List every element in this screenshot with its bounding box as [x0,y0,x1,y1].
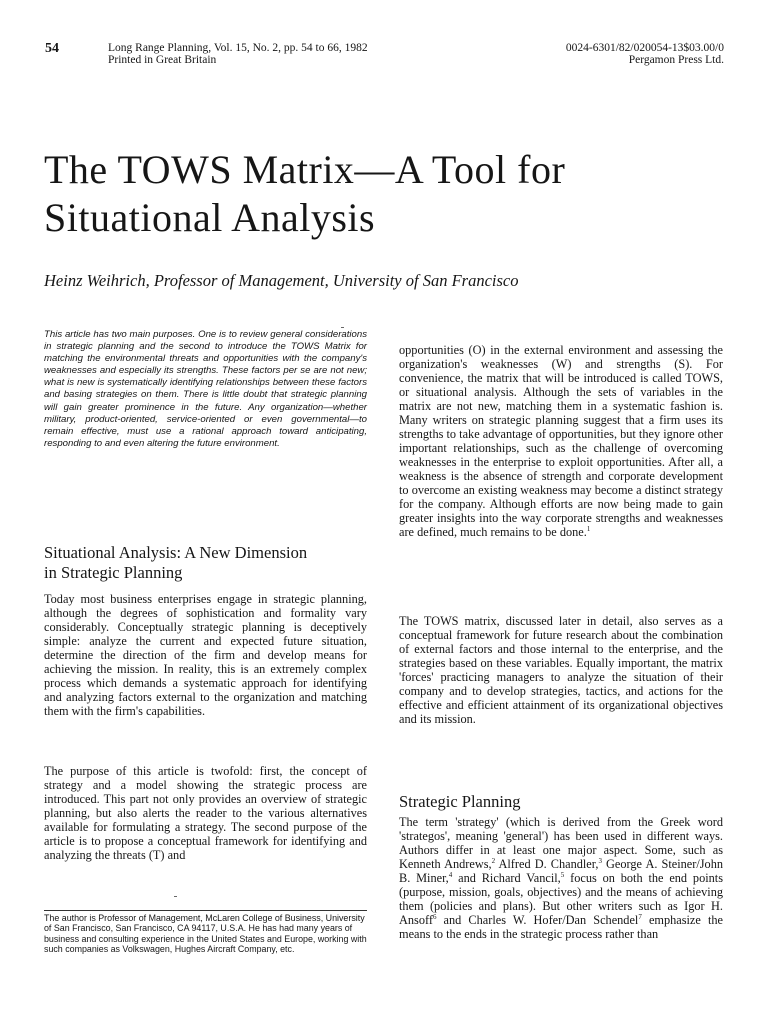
author-affiliation: Professor of Management, University of San Francisco [153,271,519,290]
text-run: emphasize the means to the ends in the strategic process rather than [399,913,723,941]
publisher-line: Pergamon Press Ltd. [628,54,724,66]
title-line-2: Situational Analysis [44,195,376,240]
text-run: George A. Steiner/John B. Miner, [399,857,723,885]
journal-line: Long Range Planning, Vol. 15, No. 2, pp. 54 to 66, 1982 [108,42,368,54]
abstract: This article has two main purposes. One is to review general considerations in strategic planning and the second to introduce the TOWS Matrix for matching the environmental threats and opportunities with the company's weaknesses and especially its strengths. These factors per se are not new; what is new is systematically identifying relationships between these factors and basing strategies on them. There is little doubt that strategic planning will gain greater prominence in the future. Any organization—whether military, product-oriented, service-oriented or even governmental—to remain effective, must use a rational approach toward anticipating, responding to and even altering the future environment. [44,329,367,449]
reference-marker: 7 [638,912,642,921]
paragraph-article-purpose: The purpose of this article is twofold: first, the concept of strategy and a model showing the strategic process are introduced. This part not only provides an overview of strategic planning, but also alerts the reader to the various alternatives available for formulating a strategy. The second purpose of the article is to propose a conceptual framework for identifying and analyzing the threats (T) and [44,764,367,862]
author-name: Heinz Weihrich, [44,271,150,290]
text-run: and Richard Vancil, [452,871,561,885]
margin-mark [174,896,177,897]
reference-marker: 4 [448,870,453,879]
code-line: 0024-6301/82/020054-13$03.00/0 [565,42,724,54]
printed-line: Printed in Great Britain [108,54,217,66]
title-line-1: The TOWS Matrix—A Tool for [44,147,566,192]
reference-marker: 3 [598,856,602,865]
page-number: 54 [45,41,59,56]
margin-mark [341,327,344,328]
journal-citation [108,42,368,66]
reference-marker: 1 [586,524,591,533]
author-byline [44,271,744,291]
publisher-info [566,42,724,66]
reference-marker: 2 [491,856,496,865]
article-title [44,146,744,242]
footnote-divider [44,910,367,911]
section-heading-strategic-planning: Strategic Planning [399,792,521,811]
author-footnote: The author is Professor of Management, McLaren College of Business, University of San Francisco, San Francisco, CA 94117, U.S.A. He has had many years of business and consulting experience in the United States and Europe, working with such companies as Volkswagen, Hughes Aircraft Company, etc. [44,913,367,955]
paragraph-strategic-planning-intro: Today most business enterprises engage in strategic planning, although the degrees of sophistication and formality vary considerably. Conceptually strategic planning is deceptively simple: analyze the current and expected future situation, determine the direction of the firm and develop means for achieving the mission. In reality, this is an extremely complex process which demands a systematic approach for identifying and analyzing factors external to the organization and matching them with the firm's capabilities. [44,592,367,718]
paragraph-strategy-term [399,815,723,941]
paragraph-text: opportunities (O) in the external environment and assessing the organization's weaknesses (W) and strengths (S). For convenience, the matrix that will be introduced is called TOWS, or situational analysis. Although the sets of variables in the matrix are not new, matching them in a systematic fashion is. Many writers on strategic planning suggest that a firm uses its strengths to take advantage of opportunities, but they ignore other important relationships, such as the challenge of overcoming weaknesses in the enterprise to exploit opportunities. After all, a weakness is the absence of strength and corporate development to overcome an existing weakness may become a distinct strategy for the company. Although efforts are now being made to gain greater insights into the way corporate strengths and weaknesses are defined, much remains to be done. [399,343,723,539]
text-run: and Charles W. Hofer/Dan Schendel [436,913,639,927]
text-run: Alfred D. Chandler, [495,857,599,871]
reference-marker: 6 [432,912,437,921]
section-heading-situational-analysis: Situational Analysis: A New Dimension in Strategic Planning [44,543,308,582]
text-run: focus on both the end points (purpose, mission, goals, objectives) and the means of achieving them (policies and plans). But other writers such as Igor H. Ansoff [399,871,723,927]
reference-marker: 5 [560,870,565,879]
paragraph-tows-framework: The TOWS matrix, discussed later in detail, also serves as a conceptual framework for future research about the combination of external factors and those internal to the enterprise, and the strategies based on these variables. Equally important, the matrix 'forces' practicing managers to analyze the situation of their company and to develop strategies, tactics, and actions for the effective and efficient attainment of its organizational objectives and its mission. [399,614,723,726]
paragraph-tows-opportunities [399,343,723,539]
text-run: The term 'strategy' (which is derived from the Greek word 'strategos', meaning 'general') has been used in different ways. Authors differ in at least one major aspect. Some, such as Kenneth Andrews, [399,815,723,871]
